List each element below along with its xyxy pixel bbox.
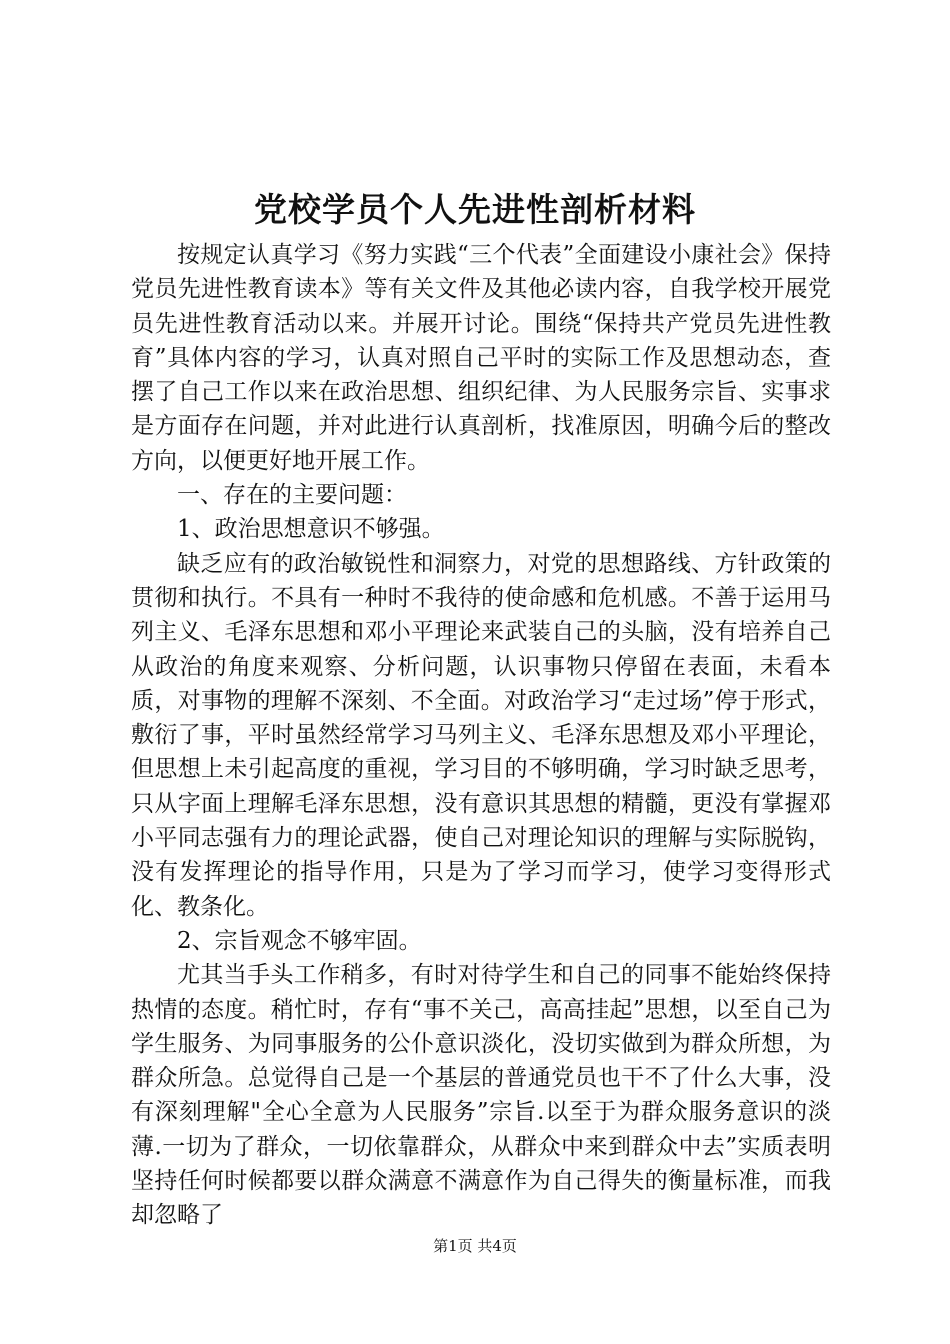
- document-title: 党校学员个人先进性剖析材料: [254, 190, 696, 229]
- page-number-footer: 第1页 共4页: [433, 1237, 517, 1255]
- document-body: [131, 238, 831, 1233]
- subheading-purpose-concept: 2、宗旨观念不够牢固。: [177, 927, 422, 954]
- political-awareness-paragraph: 缺乏应有的政治敏锐性和洞察力，对党的思想路线、方针政策的贯彻和执行。不具有一种时不我待的使命感和危机感。不善于运用马列主义、毛泽东思想和邓小平理论来武装自己的头脑，没有培养自己从政治的角度来观察、分析问题，认识事物只停留在表面，未看本质，对事物的理解不深刻、不全面。对政治学习“走过场”停于形式，敷衍了事，平时虽然经常学习马列主义、毛泽东思想及邓小平理论，但思想上未引起高度的重视，学习目的不够明确，学习时缺乏思考，只从字面上理解毛泽东思想，没有意识其思想的精髓，更没有掌握邓小平同志强有力的理论武器，使自己对理论知识的理解与实际脱钩，没有发挥理论的指导作用，只是为了学习而学习，使学习变得形式化、教条化。: [131, 550, 831, 920]
- intro-paragraph: 按规定认真学习《努力实践“三个代表”全面建设小康社会》保持党员先进性教育读本》等有关文件及其他必读内容，自我学校开展党员先进性教育活动以来。并展开讨论。围绕“保持共产党员先进性教育”具体内容的学习，认真对照自己平时的实际工作及思想动态，查摆了自己工作以来在政治思想、组织纪律、为人民服务宗旨、实事求是方面存在问题，并对此进行认真剖析，找准原因，明确今后的整改方向，以便更好地开展工作。: [131, 242, 831, 474]
- subheading-political-awareness: 1、政治思想意识不够强。: [177, 516, 445, 543]
- section-heading-problems: 一、存在的主要问题：: [177, 482, 407, 509]
- purpose-concept-paragraph: 尤其当手头工作稍多，有时对待学生和自己的同事不能始终保持热情的态度。稍忙时，存有“事不关己，高高挂起”思想，以至自己为学生服务、为同事服务的公仆意识淡化，没切实做到为群众所想，为群众所急。总觉得自己是一个基层的普通党员也干不了什么大事，没有深刻理解"全心全意为人民服务”宗旨.以至于为群众服务意识的淡薄.一切为了群众，一切依靠群众，从群众中来到群众中去”实质表明坚持任何时候都要以群众满意不满意作为自己得失的衡量标准，而我却忽略了: [131, 962, 831, 1229]
